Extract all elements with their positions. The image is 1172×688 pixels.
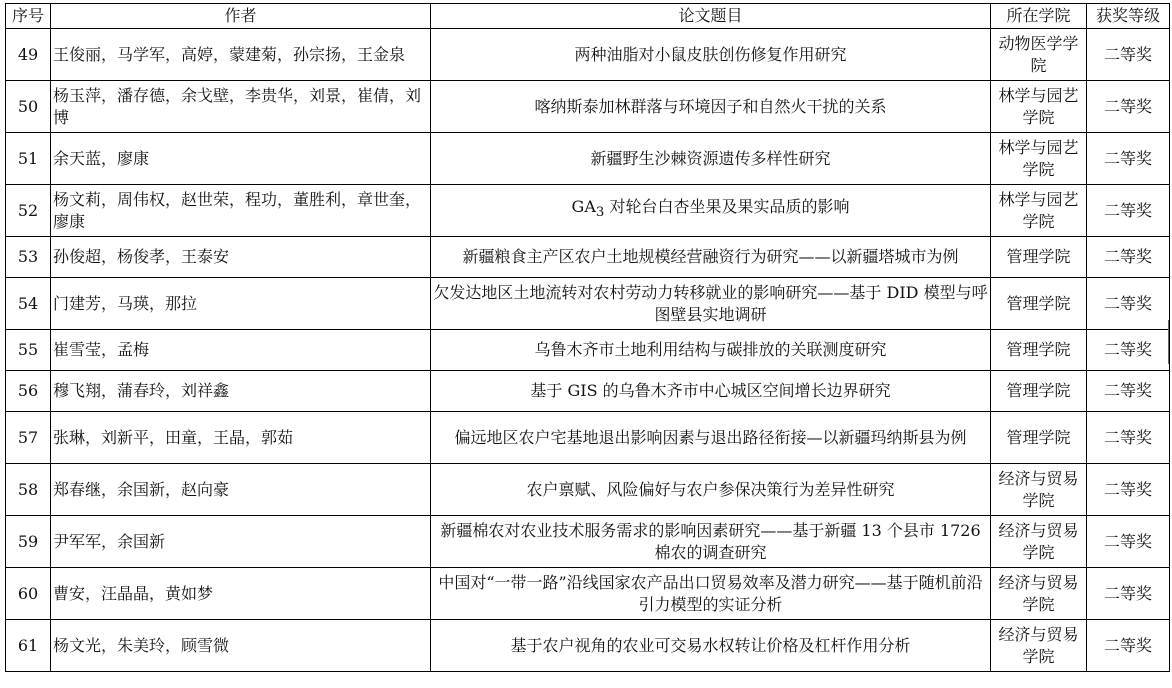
row-college: 动物医学学院: [991, 29, 1087, 81]
table-row: [6, 464, 1170, 516]
row-number: 52: [6, 185, 51, 237]
row-college: 林学与园艺学院: [991, 185, 1087, 237]
row-award: 二等奖: [1087, 185, 1170, 237]
row-author: 穆飞翔，蒲春玲，刘祥鑫: [51, 371, 431, 412]
row-award: 二等奖: [1087, 371, 1170, 412]
row-award: 二等奖: [1087, 620, 1170, 672]
row-title: 新疆野生沙棘资源遗传多样性研究: [431, 133, 991, 185]
row-award: 二等奖: [1087, 464, 1170, 516]
row-title: 乌鲁木齐市土地利用结构与碳排放的关联测度研究: [431, 330, 991, 371]
row-number: 53: [6, 237, 51, 278]
row-award: 二等奖: [1087, 237, 1170, 278]
row-award: 二等奖: [1087, 81, 1170, 133]
table-row: [6, 516, 1170, 568]
row-author: 杨文光，朱美玲，顾雪微: [51, 620, 431, 672]
row-author: 孙俊超，杨俊孝，王泰安: [51, 237, 431, 278]
table-row: [6, 620, 1170, 672]
row-author: 郑春继，余国新，赵向豪: [51, 464, 431, 516]
row-college: 林学与园艺学院: [991, 81, 1087, 133]
row-title: 欠发达地区土地流转对农村劳动力转移就业的影响研究——基于 DID 模型与呼图壁县实地调研: [431, 278, 991, 330]
row-author: 门建芳，马瑛，那拉: [51, 278, 431, 330]
row-title: 两种油脂对小鼠皮肤创伤修复作用研究: [431, 29, 991, 81]
table-row: [6, 412, 1170, 464]
table-row: [6, 237, 1170, 278]
row-award: 二等奖: [1087, 568, 1170, 620]
row-college: 管理学院: [991, 412, 1087, 464]
row-title: 偏远地区农户宅基地退出影响因素与退出路径衔接—以新疆玛纳斯县为例: [431, 412, 991, 464]
header-title: 论文题目: [431, 4, 991, 29]
title-formula: GA: [571, 197, 596, 217]
table-row: [6, 133, 1170, 185]
row-author: 杨玉萍，潘存德，余戈壁，李贵华，刘景，崔倩，刘博: [51, 81, 431, 133]
table-row: [6, 278, 1170, 330]
row-author: 曹安，汪晶晶，黄如梦: [51, 568, 431, 620]
row-title: 基于 GIS 的乌鲁木齐市中心城区空间增长边界研究: [431, 371, 991, 412]
table-row: [6, 29, 1170, 81]
row-author: 杨文莉，周伟权，赵世荣，程功，董胜利，章世奎，廖康: [51, 185, 431, 237]
row-author: 尹军军，余国新: [51, 516, 431, 568]
table-row: [6, 568, 1170, 620]
row-award: 二等奖: [1087, 133, 1170, 185]
row-title: 农户禀赋、风险偏好与农户参保决策行为差异性研究: [431, 464, 991, 516]
header-author: 作者: [51, 4, 431, 29]
table-row: [6, 185, 1170, 237]
row-college: 经济与贸易学院: [991, 464, 1087, 516]
table-row: [6, 81, 1170, 133]
row-title: 中国对“一带一路”沿线国家农产品出口贸易效率及潜力研究——基于随机前沿引力模型的实证分析: [431, 568, 991, 620]
row-award: 二等奖: [1087, 516, 1170, 568]
row-college: 管理学院: [991, 330, 1087, 371]
title-text: 对轮台白杏坐果及果实品质的影响: [604, 197, 850, 217]
row-award: 二等奖: [1087, 278, 1170, 330]
table-row: [6, 371, 1170, 412]
row-author: 余天蓝，廖康: [51, 133, 431, 185]
row-author: 张琳，刘新平，田童，王晶，郭茹: [51, 412, 431, 464]
row-number: 59: [6, 516, 51, 568]
row-title: 新疆棉农对农业技术服务需求的影响因素研究——基于新疆 13 个县市 1726 棉农的调查研究: [431, 516, 991, 568]
award-table: [5, 3, 1170, 672]
title-subscript: 3: [595, 205, 605, 221]
row-college: 经济与贸易学院: [991, 568, 1087, 620]
row-title: [431, 185, 991, 237]
row-college: 管理学院: [991, 237, 1087, 278]
header-row: [6, 4, 1170, 29]
row-number: 61: [6, 620, 51, 672]
row-number: 60: [6, 568, 51, 620]
row-author: 崔雪莹，孟梅: [51, 330, 431, 371]
row-title: 喀纳斯泰加林群落与环境因子和自然火干扰的关系: [431, 81, 991, 133]
row-number: 58: [6, 464, 51, 516]
row-number: 49: [6, 29, 51, 81]
scrollbar-marker[interactable]: [1168, 320, 1169, 364]
row-award: 二等奖: [1087, 412, 1170, 464]
header-award: 获奖等级: [1087, 4, 1170, 29]
row-college: 林学与园艺学院: [991, 133, 1087, 185]
row-college: 经济与贸易学院: [991, 516, 1087, 568]
row-college: 管理学院: [991, 371, 1087, 412]
row-number: 54: [6, 278, 51, 330]
row-number: 51: [6, 133, 51, 185]
row-award: 二等奖: [1087, 330, 1170, 371]
row-author: 王俊丽，马学军，高婷，蒙建菊，孙宗扬，王金泉: [51, 29, 431, 81]
row-number: 55: [6, 330, 51, 371]
row-title: 新疆粮食主产区农户土地规模经营融资行为研究——以新疆塔城市为例: [431, 237, 991, 278]
table-row: [6, 330, 1170, 371]
row-number: 50: [6, 81, 51, 133]
row-college: 经济与贸易学院: [991, 620, 1087, 672]
row-number: 56: [6, 371, 51, 412]
header-no: 序号: [6, 4, 51, 29]
row-number: 57: [6, 412, 51, 464]
row-college: 管理学院: [991, 278, 1087, 330]
row-award: 二等奖: [1087, 29, 1170, 81]
header-college: 所在学院: [991, 4, 1087, 29]
row-title: 基于农户视角的农业可交易水权转让价格及杠杆作用分析: [431, 620, 991, 672]
